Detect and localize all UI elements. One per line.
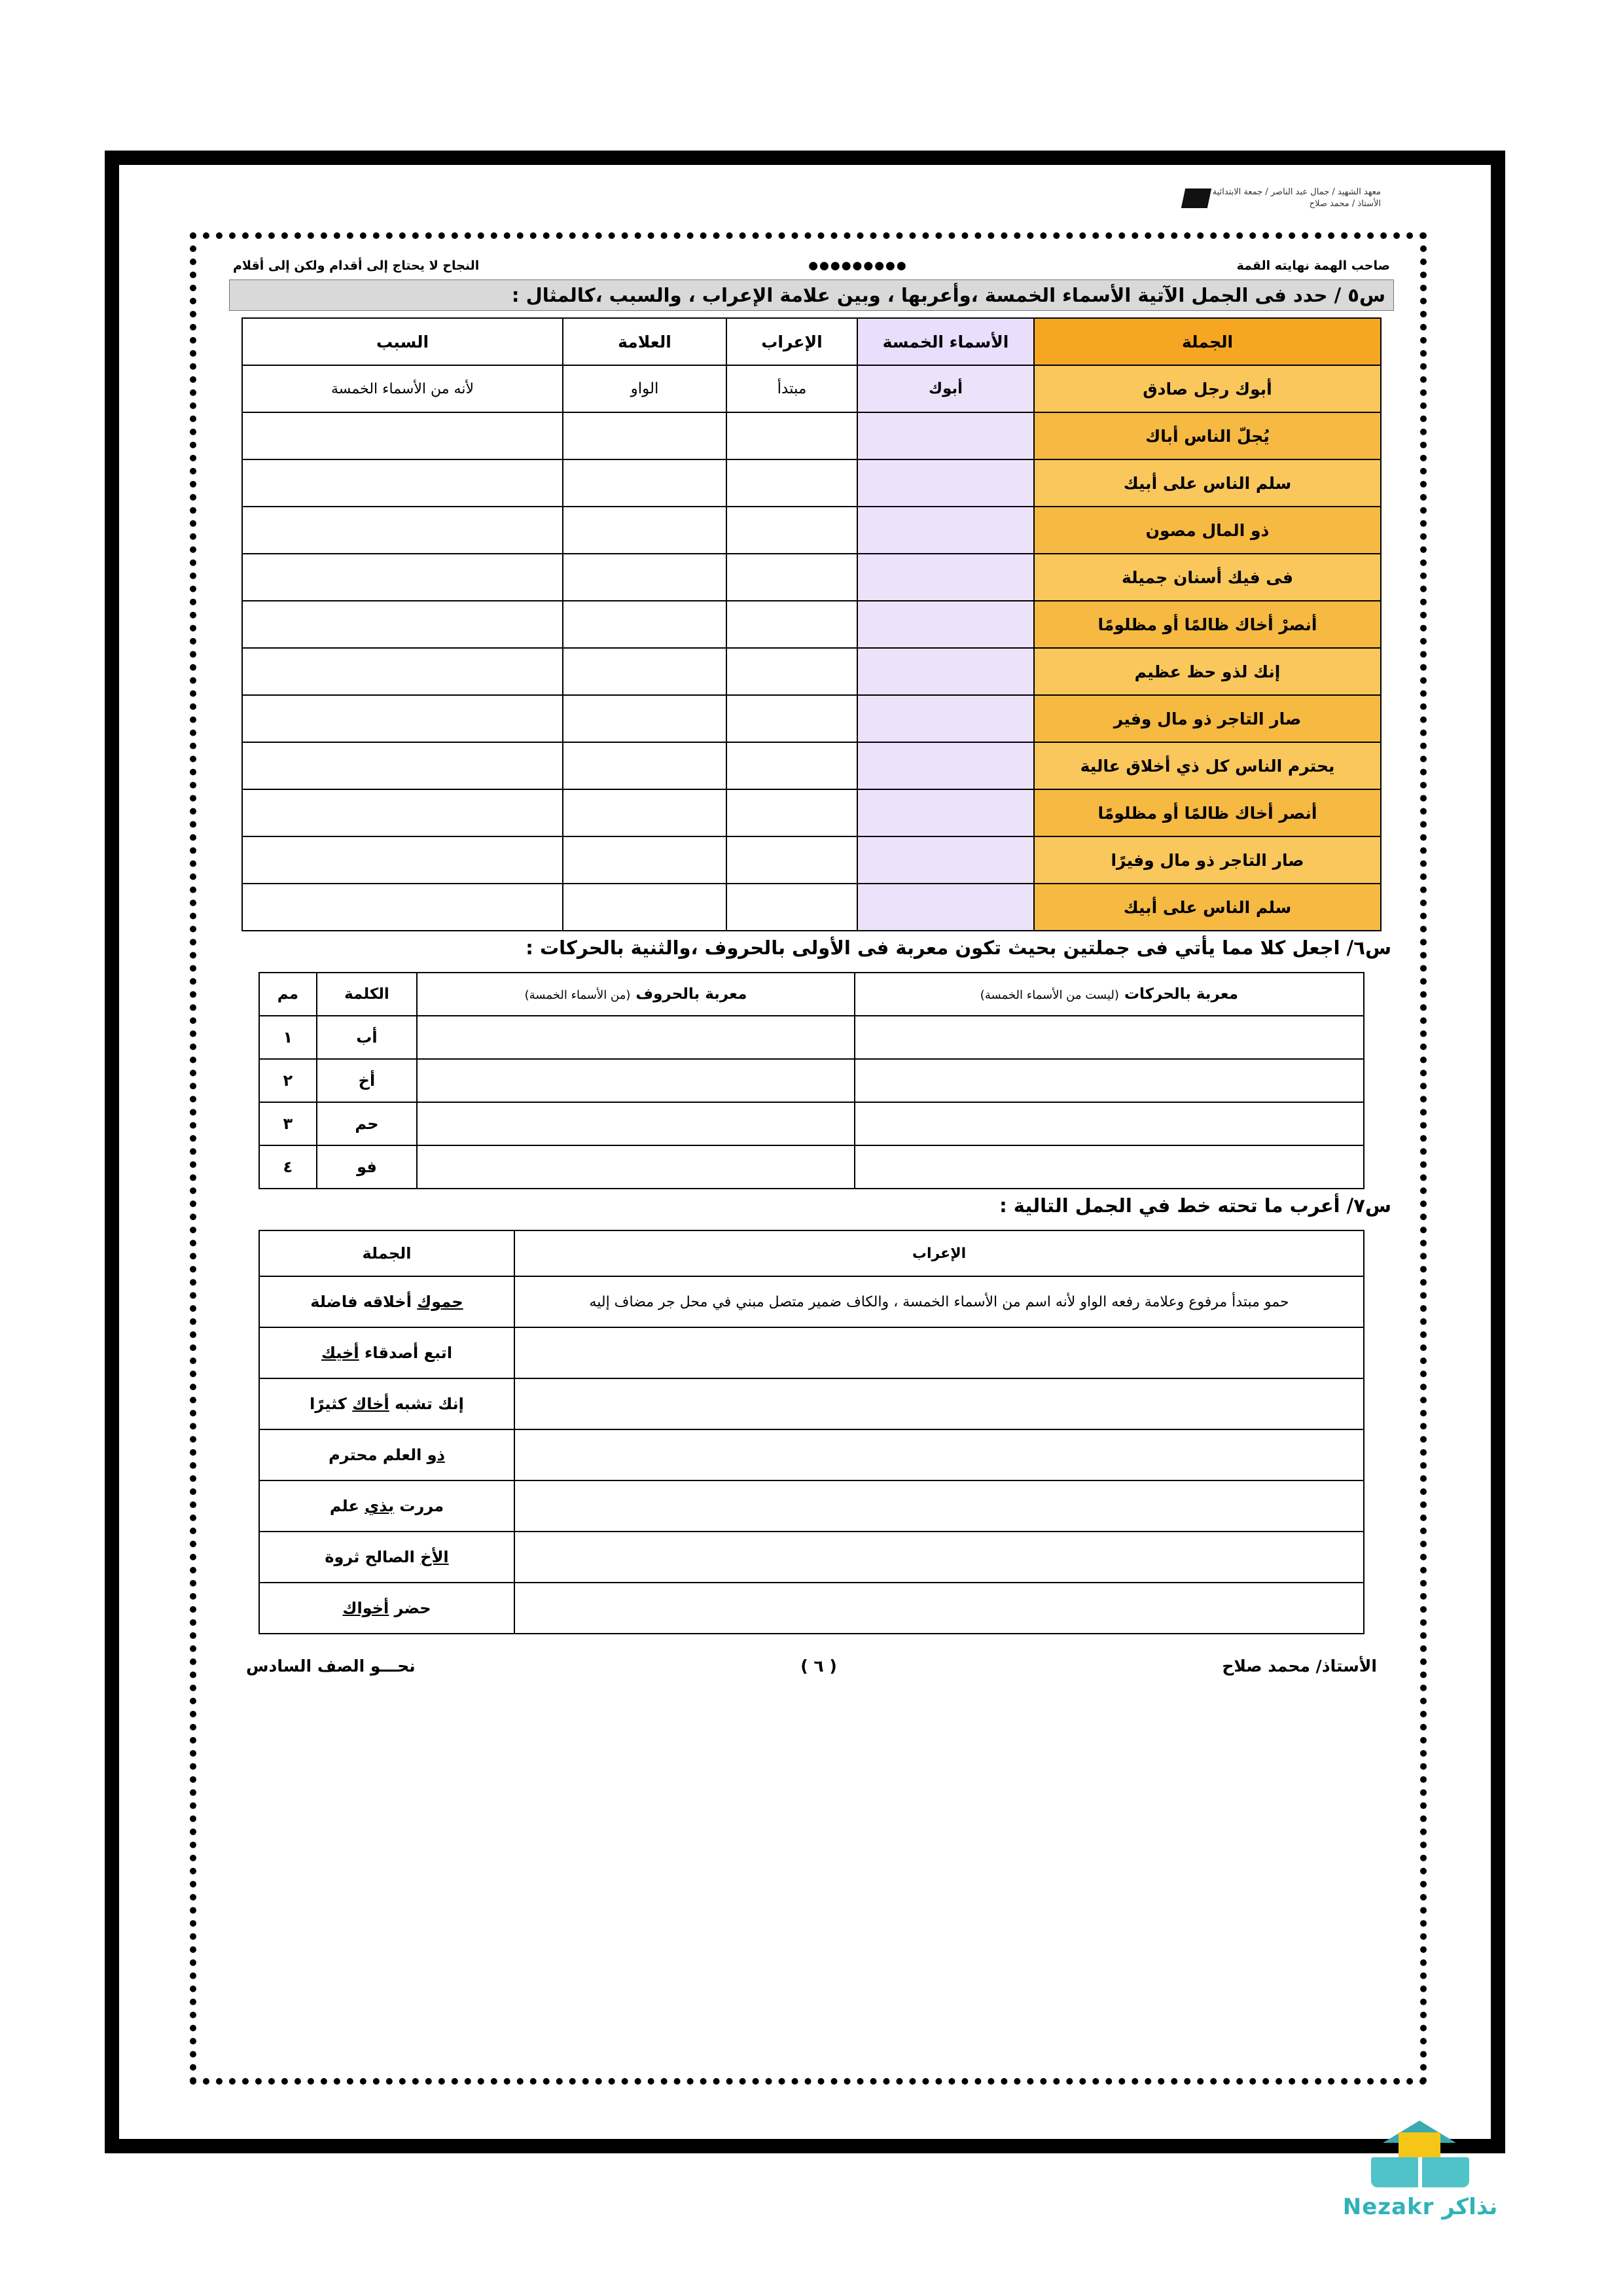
cell-mark[interactable] [563,648,726,695]
underlined-word: ذو [427,1446,445,1464]
cell-reason[interactable] [242,884,563,931]
table-row [242,695,1381,742]
col-sentence: الجملة [259,1230,514,1276]
col-huroof-note: (من الأسماء الخمسة) [524,988,631,1002]
cell-irab[interactable] [514,1327,1364,1378]
underlined-word: حموك [417,1293,463,1311]
cell-reason[interactable] [242,648,563,695]
cell-reason[interactable] [242,742,563,789]
cell-harakat[interactable] [855,1016,1364,1059]
col-five-names: الأسماء الخمسة [857,318,1034,365]
sentence-suffix: الصالح ثروة [325,1548,421,1566]
cell-mark[interactable]: الواو [563,365,726,412]
cell-irab[interactable] [726,507,857,554]
cell-reason[interactable] [242,554,563,601]
col-number: مم [259,973,317,1016]
cell-irab[interactable] [726,412,857,459]
sentence-prefix: إنك تشبه [389,1395,464,1413]
sentence-suffix: كثيرًا [310,1395,353,1413]
table-row [242,836,1381,884]
cell-reason[interactable] [242,412,563,459]
cell-irab[interactable] [726,601,857,648]
cell-sentence [259,1532,514,1583]
cell-five-names[interactable] [857,459,1034,507]
cell-number: ١ [259,1016,317,1059]
table-row [242,601,1381,648]
cell-mark[interactable] [563,884,726,931]
cell-irab[interactable] [726,459,857,507]
table-row [242,365,1381,412]
table-row [242,742,1381,789]
cell-reason[interactable] [242,695,563,742]
watermark-text: نذاكر Nezakr [1342,2194,1498,2220]
sentence-suffix: العلم محترم [329,1446,427,1464]
cell-sentence [259,1429,514,1480]
cell-irab[interactable] [726,836,857,884]
cell-reason[interactable] [242,789,563,836]
col-irab: الإعراب [726,318,857,365]
cell-irab[interactable] [514,1583,1364,1634]
cell-number: ٤ [259,1145,317,1189]
cell-sentence: صار التاجر ذو مال وفيرًا [1034,836,1381,884]
cell-mark[interactable] [563,601,726,648]
cell-mark[interactable] [563,742,726,789]
underlined-word: الأخ [420,1548,449,1566]
watermark [1283,2127,1558,2258]
underlined-word: أخواك [342,1599,389,1617]
table-row [259,1059,1364,1102]
cell-sentence: سلم الناس على أبيك [1034,884,1381,931]
question-7-title: س٧/ أعرب ما تحته خط في الجمل التالية : [999,1194,1391,1217]
footer-page-number: ( ٦ ) [800,1657,837,1676]
table-row [242,507,1381,554]
col-harakat-note: (ليست من الأسماء الخمسة) [980,988,1119,1002]
cell-word: أخ [317,1059,417,1102]
cell-five-names[interactable] [857,601,1034,648]
table-row [242,648,1381,695]
cell-five-names[interactable] [857,836,1034,884]
table-row [242,554,1381,601]
table-row [259,1583,1364,1634]
cell-irab[interactable]: مبتدأ [726,365,857,412]
cell-irab[interactable] [726,554,857,601]
cell-sentence [259,1583,514,1634]
stamp-icon [1181,188,1211,208]
cell-mark[interactable] [563,554,726,601]
table-header-row [242,318,1381,365]
cell-sentence: سلم الناس على أبيك [1034,459,1381,507]
footer-teacher: الأستاذ/ محمد صلاح [1222,1657,1377,1676]
cell-harakat[interactable] [855,1145,1364,1189]
header-row [229,259,1394,277]
cell-sentence: يُجلّ الناس أباك [1034,412,1381,459]
footer [229,1657,1394,1676]
school-logo-line-2: الأستاذ / محمد صلاح [1309,198,1381,209]
cell-five-names[interactable] [857,695,1034,742]
cell-sentence: أبوك رجل صادق [1034,365,1381,412]
sentence-prefix: حضر [389,1599,431,1617]
cell-number: ٢ [259,1059,317,1102]
school-logo-lines [1213,187,1381,209]
cell-harakat[interactable] [855,1059,1364,1102]
cell-mark[interactable] [563,789,726,836]
question-6-table [259,972,1364,1189]
underlined-word: بذي [365,1497,395,1515]
cell-sentence [259,1327,514,1378]
cell-sentence: أنصرْ أخاك ظالمًا أو مظلومًا [1034,601,1381,648]
col-reason: السبب [242,318,563,365]
cell-huroof[interactable] [417,1016,855,1059]
cell-irab[interactable] [726,884,857,931]
table-row [259,1102,1364,1145]
cell-sentence: صار التاجر ذو مال وفير [1034,695,1381,742]
col-huroof-label: معربة بالحروف [635,986,747,1003]
table-row [259,1327,1364,1378]
col-sentence: الجملة [1034,318,1381,365]
worksheet-content [229,187,1394,2065]
col-irab: الإعراب [514,1230,1364,1276]
cell-reason[interactable]: لأنه من الأسماء الخمسة [242,365,563,412]
cell-reason[interactable] [242,459,563,507]
col-harakat-label: معربة بالحركات [1124,986,1238,1003]
table-header-row [259,1230,1364,1276]
footer-subject: نحـــو الصف السادس [246,1657,416,1676]
question-5-title: س٥ / حدد فى الجمل الآتية الأسماء الخمسة ،وأعربها ، وبين علامة الإعراب ، والسبب ،كالمثال : [229,279,1394,311]
cell-huroof[interactable] [417,1059,855,1102]
table-row [242,459,1381,507]
cell-word: أب [317,1016,417,1059]
sentence-prefix: اتبع أصدقاء [359,1344,453,1362]
table-row [259,1378,1364,1429]
cell-irab[interactable] [726,695,857,742]
cell-five-names[interactable] [857,554,1034,601]
cell-harakat[interactable] [855,1102,1364,1145]
table-row [259,1145,1364,1189]
cell-mark[interactable] [563,836,726,884]
cell-mark[interactable] [563,695,726,742]
table-row [259,1016,1364,1059]
cell-reason[interactable] [242,601,563,648]
col-huroof [417,973,855,1016]
underlined-word: أخيك [321,1344,359,1362]
table-row [259,1532,1364,1583]
cell-five-names[interactable] [857,412,1034,459]
table-row [242,412,1381,459]
underlined-word: أخاك [352,1395,389,1413]
header-right-note: صاحب الهمة نهايته القمة [1236,259,1390,273]
cell-reason[interactable] [242,507,563,554]
graduation-cap-icon [1371,2127,1469,2186]
question-7-table [259,1230,1364,1634]
cell-five-names[interactable]: أبوك [857,365,1034,412]
cell-irab[interactable] [726,789,857,836]
sentence-suffix: علم [329,1497,365,1515]
cell-irab[interactable] [514,1532,1364,1583]
cell-number: ٣ [259,1102,317,1145]
cell-sentence [259,1378,514,1429]
cell-irab[interactable] [514,1480,1364,1532]
cell-sentence [259,1276,514,1327]
school-logo-line-1: معهد الشهيد / جمال عبد الناصر / جمعة الابتدائية [1212,187,1381,197]
cell-sentence: يحترم الناس كل ذي أخلاق عالية [1034,742,1381,789]
cell-mark[interactable] [563,412,726,459]
col-word: الكلمة [317,973,417,1016]
cell-five-names[interactable] [857,648,1034,695]
header-motto: النجاح لا يحتاج إلى أقدام ولكن إلى أقلام [233,259,480,273]
book-icon [1371,2157,1469,2187]
cell-sentence [259,1480,514,1532]
cell-five-names[interactable] [857,742,1034,789]
question-5-table [241,317,1382,931]
table-header-row [259,973,1364,1016]
cell-five-names[interactable] [857,507,1034,554]
sentence-prefix: مررت [394,1497,444,1515]
school-logo-block [1014,187,1381,245]
table-row [242,884,1381,931]
cell-word: فو [317,1145,417,1189]
cell-irab[interactable] [726,648,857,695]
cell-huroof[interactable] [417,1102,855,1145]
table-row [242,789,1381,836]
cell-word: حم [317,1102,417,1145]
cell-mark[interactable] [563,507,726,554]
question-6-title: س٦/ اجعل كلا مما يأتي فى جملتين بحيث تكون معربة فى الأولى بالحروف ،والثنية بالحركات : [526,937,1391,959]
col-mark: العلامة [563,318,726,365]
table-row [259,1480,1364,1532]
header-dots: ●●●●●●●●● [808,259,908,272]
cell-irab[interactable] [514,1429,1364,1480]
sentence-suffix: أخلاقه فاضلة [310,1293,418,1311]
cell-mark[interactable] [563,459,726,507]
cell-five-names[interactable] [857,789,1034,836]
cell-irab[interactable] [726,742,857,789]
table-row [259,1276,1364,1327]
cell-irab[interactable] [514,1378,1364,1429]
cell-sentence: أنصر أخاك ظالمًا أو مظلومًا [1034,789,1381,836]
cell-sentence: ذو المال مصون [1034,507,1381,554]
cell-five-names[interactable] [857,884,1034,931]
cell-reason[interactable] [242,836,563,884]
col-harakat [855,973,1364,1016]
cell-sentence: فى فيك أسنان جميلة [1034,554,1381,601]
table-row [259,1429,1364,1480]
cell-irab[interactable]: حمو مبتدأ مرفوع وعلامة رفعه الواو لأنه اسم من الأسماء الخمسة ، والكاف ضمير متصل مبني في محل جر مضاف إليه [514,1276,1364,1327]
cell-sentence: إنك لذو حظ عظيم [1034,648,1381,695]
cell-huroof[interactable] [417,1145,855,1189]
